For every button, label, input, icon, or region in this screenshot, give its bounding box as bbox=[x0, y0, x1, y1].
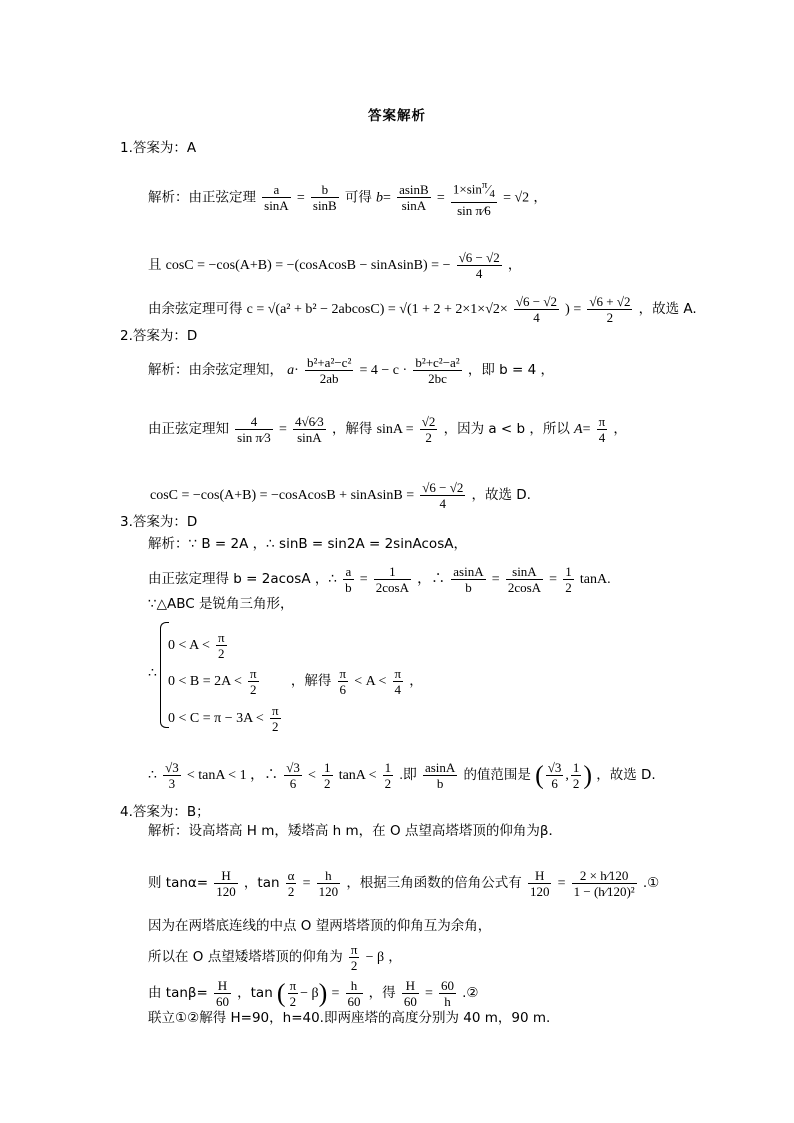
fraction: $\frac{\pi}{6}$ bbox=[339, 666, 347, 697]
q4-line-4: 所以在 O 点望矮塔塔顶的仰角为 $\frac{\pi}{2}$ − β ， bbox=[148, 942, 402, 973]
q2-line-2: 由正弦定理知 $\frac{4}{\text{sin π⁄3}}$ = $\frac{4√6⁄3}{\sin A}$ ，解得 sinA = $\frac{√2}{2}$ ，因为 a < b ，所以 A= $\frac{\pi}{4}$ ， bbox=[148, 414, 627, 445]
fraction: $\frac{\alpha}{2}$ bbox=[287, 868, 295, 899]
fraction: $\frac{b}{\sin B}$ bbox=[312, 182, 337, 214]
fraction: $\frac{\pi}{2}$ bbox=[218, 630, 225, 661]
page-title: 答案解析 bbox=[368, 108, 426, 124]
fraction: $\frac{H}{60}$ bbox=[215, 978, 229, 1009]
therefore-symbol: ∴ bbox=[148, 666, 157, 681]
fraction: $\frac{1}{2}$ bbox=[565, 564, 572, 595]
fraction: $\frac{asinB}{\sin A}$ bbox=[399, 182, 429, 214]
q2-line-1: 解析：由余弦定理知， a· $\frac{\text{b²+a²−c²}}{2ab}$ = 4 − c · $\frac{\text{b²+c²−a²}}{2bc}$ ，即 b = 4 ， bbox=[148, 355, 554, 386]
fraction: $\frac{\text{b²+c²−a²}}{2bc}$ bbox=[415, 355, 460, 386]
fraction: $\frac{1}{2\cos A}$ bbox=[375, 564, 409, 595]
q3-line-3: ∵△ABC 是锐角三角形， bbox=[148, 596, 294, 612]
fraction: $\frac{√6 - √2}{4}$ bbox=[422, 480, 464, 511]
fraction: $\frac{√2}{2}$ bbox=[421, 414, 436, 445]
fraction: $\frac{1\times\sin^\pi⁄_4}{\text{sin π⁄6}}$ bbox=[452, 179, 495, 218]
fraction: $\frac{H}{60}$ bbox=[403, 978, 417, 1009]
fraction: $\frac{4}{\text{sin π⁄3}}$ bbox=[237, 414, 271, 445]
q4-line-3: 因为在两塔底连线的中点 O 望两塔塔顶的仰角互为余角， bbox=[148, 918, 492, 934]
fraction: $\frac{4√6⁄3}{\sin A}$ bbox=[294, 414, 324, 445]
q1-line-3: 由余弦定理可得 c = √(a² + b² − 2abcosC) = √(1 + 2 + 2×1×√2× $\frac{√6 - √2}{4}$ ) = $\frac{√6 + √2}{2}$ ，故选 A. bbox=[148, 294, 697, 325]
fraction: $\frac{H}{120}$ bbox=[529, 868, 550, 899]
q4-header: 4.答案为：B； bbox=[120, 804, 210, 820]
fraction: $\frac{2 \times h⁄120}{\text{1 − (h⁄120)²}}$ bbox=[573, 868, 635, 899]
q4-line-6: 联立①②解得 H=90，h=40.即两座塔的高度分别为 40 m，90 m. bbox=[148, 1010, 551, 1026]
q1-line-2: 且 cosC = −cos(A+B) = −(cosAcosB − sinAsinB) = − $\frac{√6 - √2}{4}$ ， bbox=[148, 250, 522, 281]
q2-line-3: cosC = −cos(A+B) = −cosAcosB + sinAsinB = $\frac{√6 - √2}{4}$ ，故选 D. bbox=[150, 480, 531, 511]
fraction: $\frac{\pi}{2}$ bbox=[289, 978, 297, 1009]
fraction: $\frac{h}{120}$ bbox=[318, 868, 339, 899]
q2-header: 2.答案为：D bbox=[120, 328, 198, 344]
fraction: $\frac{a}{\sin A}$ bbox=[264, 182, 289, 214]
q3-case-3: 0 < C = π − 3A < $\frac{\pi}{2}$ bbox=[168, 703, 279, 734]
fraction: $\frac{a}{b}$ bbox=[345, 564, 352, 595]
q3-line-2: 由正弦定理得 b = 2acosA ，∴ $\frac{a}{b}$ = $\frac{1}{2\cos A}$ ，∴ $\frac{asinA}{b}$ = $\frac{\sin A}{2\cos A}$ = $\frac{1}{2}$ tanA. bbox=[148, 564, 611, 595]
q3-case-1: 0 < A < $\frac{\pi}{2}$ bbox=[168, 630, 225, 661]
q3-line-1: 解析：∵ B = 2A ，∴ sinB = sin2A = 2sinAcosA， bbox=[148, 536, 467, 552]
fraction: $\frac{\pi}{2}$ bbox=[271, 703, 279, 734]
fraction: $\frac{√6 - √2}{4}$ bbox=[515, 294, 558, 325]
fraction: $\frac{\pi}{4}$ bbox=[598, 414, 606, 445]
fraction: $\frac{\pi}{2}$ bbox=[350, 942, 358, 973]
fraction: $\frac{√3}{6}$ bbox=[286, 760, 300, 791]
q1-header: 1.答案为：A bbox=[120, 140, 197, 156]
fraction: $\frac{H}{120}$ bbox=[216, 868, 236, 899]
fraction: $\frac{√6 + √2}{2}$ bbox=[589, 294, 631, 325]
q3-header: 3.答案为：D bbox=[120, 514, 198, 530]
fraction: $\frac{\pi}{4}$ bbox=[394, 666, 402, 697]
fraction: $\frac{asinA}{b}$ bbox=[453, 564, 484, 595]
fraction: $\frac{√3}{6}$ bbox=[547, 760, 562, 791]
fraction: $\frac{\pi}{2}$ bbox=[250, 666, 257, 697]
fraction: $\frac{\sin A}{2\cos A}$ bbox=[507, 564, 542, 595]
fraction: $\frac{\text{b²+a²−c²}}{2ab}$ bbox=[306, 355, 352, 386]
fraction: $\frac{1}{2}$ bbox=[384, 760, 392, 791]
q4-line-5: 由 tanβ= $\frac{H}{60}$ ，tan ( $\frac{\pi}{2}$ − β) = $\frac{h}{60}$ ，得 $\frac{H}{60}$ = $\frac{60}{h}$ .② bbox=[148, 978, 479, 1009]
q3-case-2: 0 < B = 2A < $\frac{\pi}{2}$ ，解得 $\frac{\pi}{6}$ < A < $\frac{\pi}{4}$ ， bbox=[168, 666, 423, 697]
q3-line-5: ∴ $\frac{√3}{3}$ < tanA < 1 ，∴ $\frac{√3}{6}$ < $\frac{1}{2}$ tanA < $\frac{1}{2}$ .即 $\frac{asinA}{b}$ 的值范围是 ( $\frac{√3}{6}$ , $\frac{1}{2}$ ) ，故选 D. bbox=[148, 760, 656, 791]
fraction: $\frac{h}{60}$ bbox=[347, 978, 361, 1009]
q4-line-1: 解析：设高塔高 H m，矮塔高 h m，在 O 点望高塔塔顶的仰角为β． bbox=[148, 823, 562, 839]
q4-line-2: 则 tanα= $\frac{H}{120}$ ，tan $\frac{\alpha}{2}$ = $\frac{h}{120}$ ，根据三角函数的倍角公式有 $\frac{H}{120}$ = $\frac{2 \times h⁄120}{\text{1 − (h⁄120)²}}$ .① bbox=[148, 868, 660, 899]
q1-line-1: 解析：由正弦定理 $\frac{a}{\sin A}$ = $\frac{b}{\sin B}$ 可得 b= $\frac{asinB}{\sin A}$ = $\frac{1\times\sin^\pi⁄_4}{\text{sin π⁄6}}$ = √2 ， bbox=[148, 179, 547, 218]
fraction: $\frac{1}{2}$ bbox=[324, 760, 331, 791]
fraction: $\frac{1}{2}$ bbox=[572, 760, 580, 791]
fraction: $\frac{60}{h}$ bbox=[441, 978, 454, 1009]
fraction: $\frac{√3}{3}$ bbox=[165, 760, 179, 791]
fraction: $\frac{√6 - √2}{4}$ bbox=[458, 250, 500, 281]
fraction: $\frac{asinA}{b}$ bbox=[424, 760, 456, 791]
